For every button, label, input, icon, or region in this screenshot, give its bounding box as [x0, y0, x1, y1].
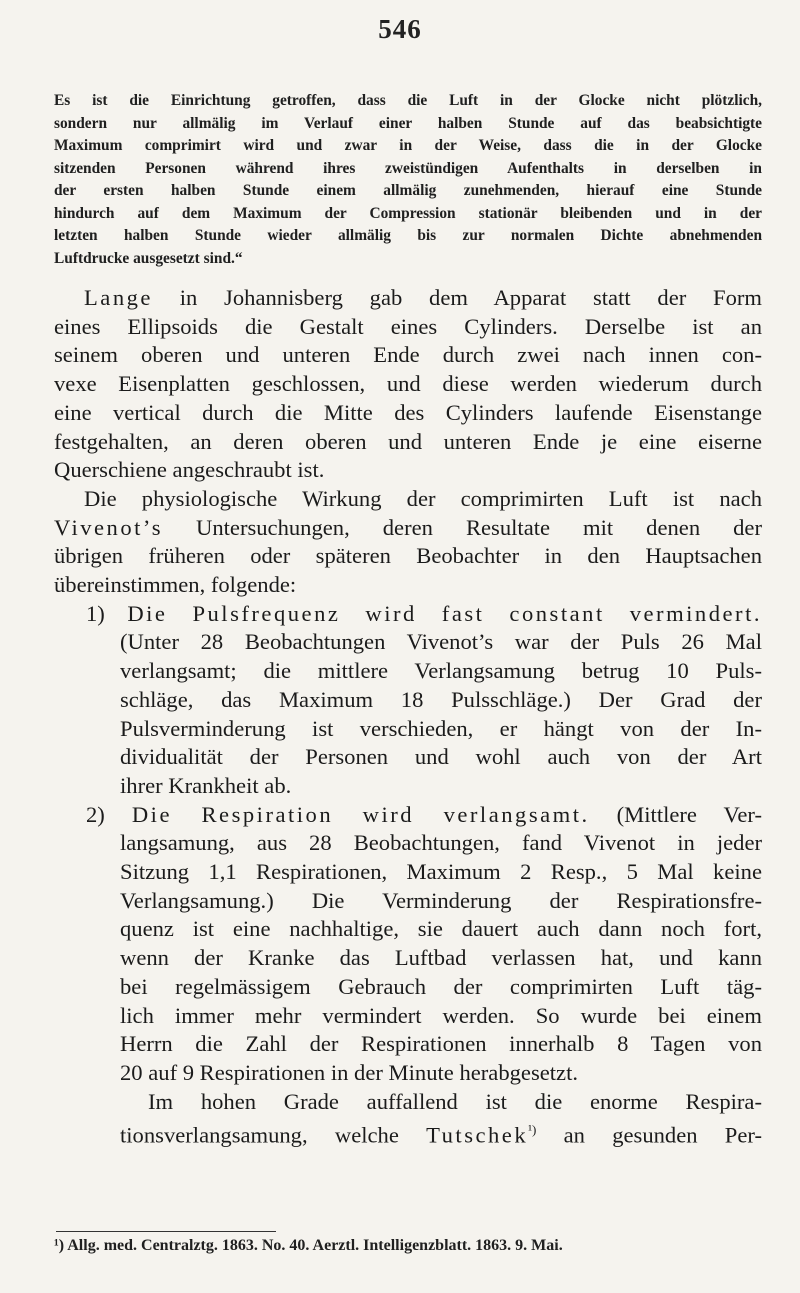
text-run: in Johannisberg gab dem Apparat statt der Form [152, 285, 762, 310]
list-item-line: 20 auf 9 Respirationen in der Minute herabgesetzt. [120, 1059, 579, 1085]
paragraph-line: eines Ellipsoids die Gestalt eines Cylinders. Derselbe ist an [54, 313, 762, 339]
paragraph-line: übrigen früheren oder späteren Beobachter in den Hauptsachen [54, 543, 762, 569]
quote-line: Es ist die Einrichtung getroffen, dass die Luft in der Glocke nicht plötzlich, [54, 92, 762, 109]
paragraph-line: vexe Eisenplatten geschlossen, und diese werden wiederum durch [54, 371, 762, 397]
list-item-heading [54, 801, 762, 830]
list-item-line: verlangsamt; die mittlere Verlangsamung betrug 10 Puls- [120, 658, 762, 684]
quote-line: der ersten halben Stunde einem allmälig zunehmenden, hierauf eine Stunde [54, 182, 762, 199]
quote-line: Luftdrucke ausgesetzt sind.“ [54, 249, 243, 267]
list-item-line: dividualität der Personen und wohl auch von der Art [120, 744, 762, 770]
quote-line: hindurch auf dem Maximum der Compression stationär bleibenden und in der [54, 204, 762, 222]
page-number: 546 [378, 14, 422, 44]
text-run: (Mittlere Ver- [589, 801, 762, 827]
paragraph-line: seinem oberen und unteren Ende durch zwei nach innen con- [54, 342, 762, 368]
quote-line: letzten halben Stunde wieder allmälig bis zur normalen Dichte abnehmenden [54, 227, 762, 244]
paragraph-line: eine vertical durch die Mitte des Cylinders laufende Eisenstange [54, 399, 762, 425]
spaced-heading: Die Pulsfrequenz wird fast constant vermindert. [127, 600, 762, 626]
quote-line: sondern nur allmälig im Verlauf einer halben Stunde auf das beabsichtigte [54, 114, 762, 132]
list-item-line: lich immer mehr vermindert werden. So wurde bei einem [120, 1002, 762, 1028]
list-item-line: Herrn die Zahl der Respirationen innerhalb 8 Tagen von [120, 1031, 762, 1057]
footnote: ¹) Allg. med. Centralztg. 1863. No. 40. Aerztl. Intelligenzblatt. 1863. 9. Mai. [54, 1237, 563, 1254]
list-number: 1) [86, 600, 105, 626]
list-number: 2) [86, 801, 105, 827]
paragraph-line: Querschiene angeschraubt ist. [54, 457, 325, 483]
spaced-heading: Die Respiration wird verlangsamt. [131, 801, 590, 827]
list-item-line [54, 1116, 762, 1150]
list-item-line: Sitzung 1,1 Respirationen, Maximum 2 Resp., 5 Mal keine [120, 859, 762, 885]
paragraph-line: Die physiologische Wirkung der comprimirten Luft ist nach [84, 485, 762, 511]
list-item-line: Pulsverminderung ist verschieden, er hängt von der In- [120, 715, 762, 741]
list-item-line: Im hohen Grade auffallend ist die enorme Respira- [148, 1088, 762, 1114]
list-item-line: langsamung, aus 28 Beobachtungen, fand Vivenot in jeder [120, 830, 762, 856]
list-item-heading [54, 600, 762, 629]
footnote-divider [56, 1231, 276, 1232]
paragraph-line: übereinstimmen, folgende: [54, 572, 297, 598]
spaced-name: Vivenot’s [54, 514, 164, 540]
paragraph-line: festgehalten, an deren oberen und unteren Ende je eine eiserne [54, 428, 762, 454]
footnote-ref[interactable]: ¹) [528, 1122, 537, 1138]
list-item-line: bei regelmässigem Gebrauch der comprimirten Luft täg- [120, 973, 762, 999]
list-item-line: wenn der Kranke das Luftbad verlassen hat, und kann [120, 945, 762, 971]
list-item-line: Verlangsamung.) Die Verminderung der Respirationsfre- [120, 887, 762, 913]
text-run: tionsverlangsamung, welche [120, 1122, 427, 1148]
paragraph-line [54, 284, 762, 313]
list-item-line: (Unter 28 Beobachtungen Vivenot’s war der Puls 26 Mal [120, 629, 762, 655]
quote-line: Maximum comprimirt wird und zwar in der Weise, dass die in der Glocke [54, 137, 762, 154]
spaced-name: Tutschek [426, 1122, 529, 1148]
paragraph-line [54, 514, 762, 543]
list-item-line: quenz ist eine nachhaltige, sie dauert auch dann noch fort, [120, 916, 762, 942]
text-run: Untersuchungen, deren Resultate mit denen der [163, 514, 762, 540]
body-text [54, 284, 762, 1151]
spaced-name: Lange [84, 285, 153, 310]
list-item-line: ihrer Krankheit ab. [120, 772, 292, 798]
quote-line: sitzenden Personen während ihres zweistündigen Aufenthalts in derselben in [54, 159, 762, 177]
text-run: an gesunden Per- [536, 1122, 762, 1148]
quoted-paragraph [54, 90, 762, 270]
list-item-line: schläge, das Maximum 18 Pulsschläge.) Der Grad der [120, 686, 762, 712]
